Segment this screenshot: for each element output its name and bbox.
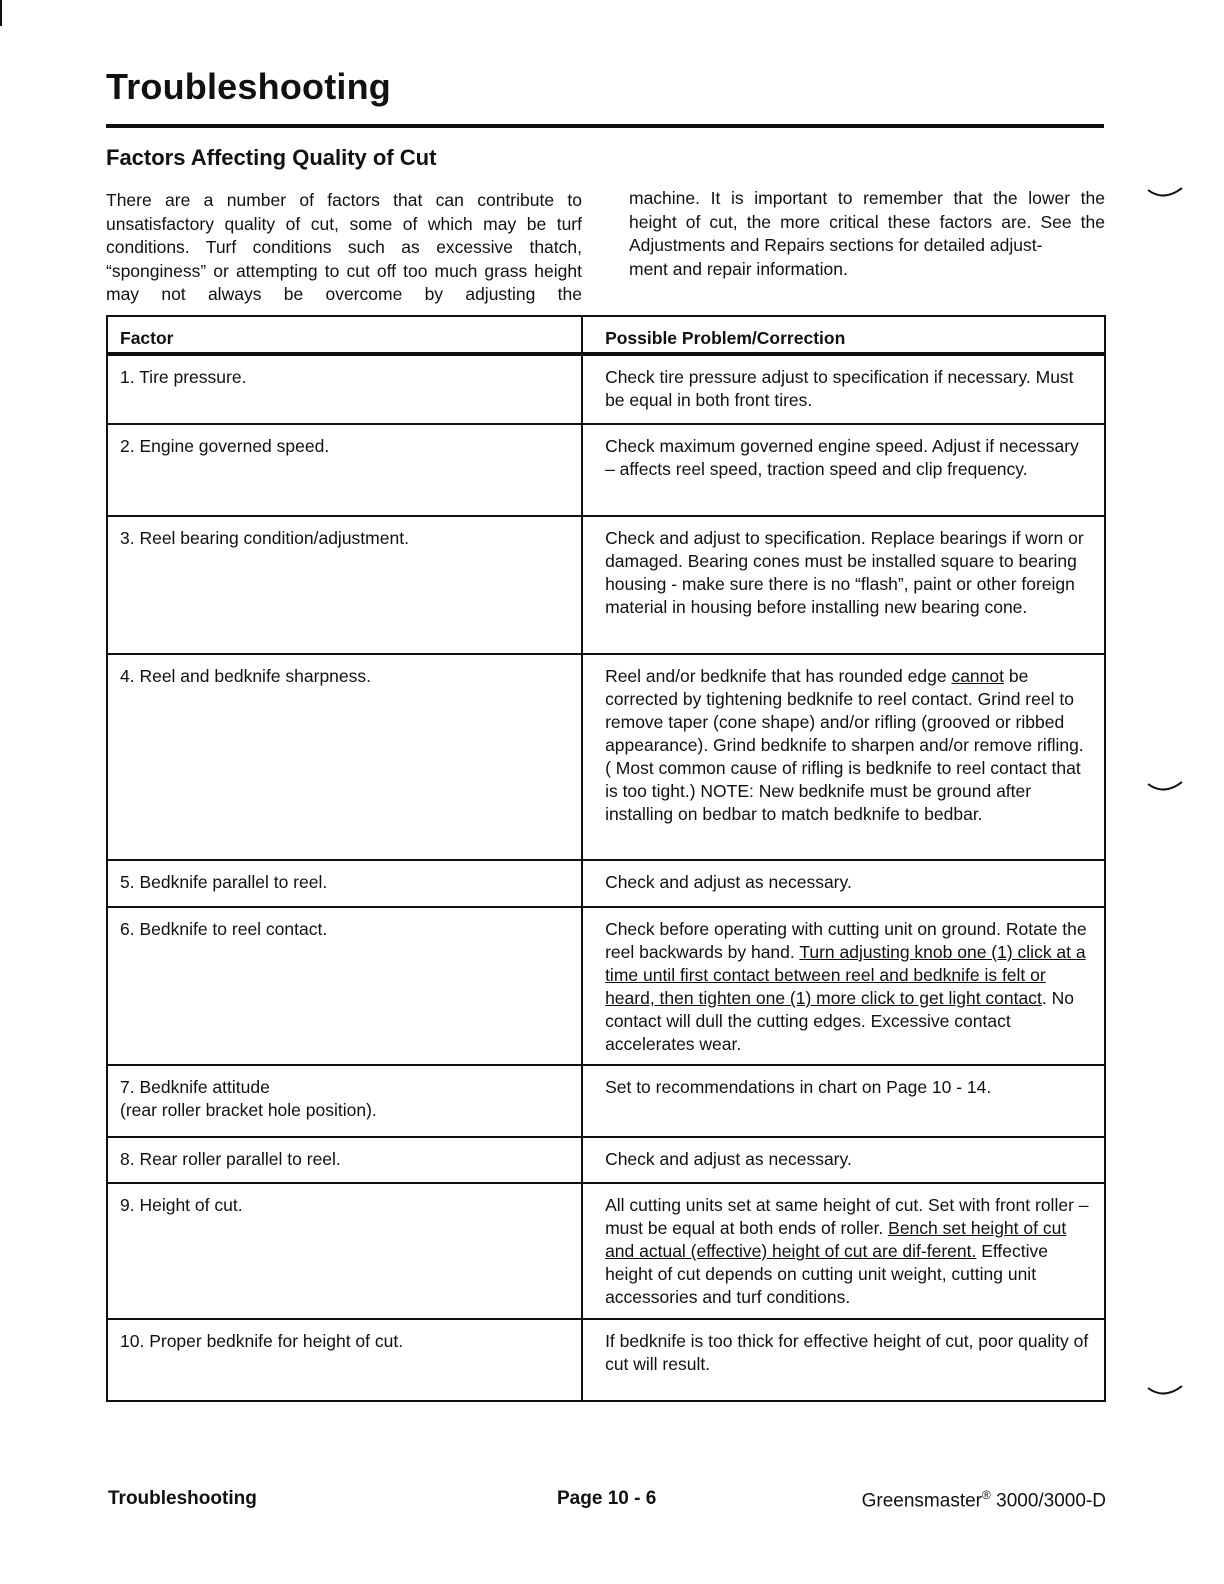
correction-cell <box>582 424 1105 516</box>
correction-text: Check and adjust as necessary. <box>605 1149 852 1169</box>
correction-cell <box>582 354 1105 424</box>
binding-mark-icon <box>1146 186 1186 206</box>
correction-text: Reel and/or bedknife that has rounded edge <box>605 666 952 686</box>
correction-cell <box>582 654 1105 860</box>
section-title: Factors Affecting Quality of Cut <box>106 145 437 170</box>
correction-text: Check before operating with cutting unit on ground. Rotate the reel backwards by hand. <box>605 919 1087 962</box>
correction-cell <box>582 1319 1105 1401</box>
factor-cell: 1. Tire pressure. <box>107 354 582 424</box>
table-row <box>107 424 1105 516</box>
correction-cell <box>582 1183 1105 1319</box>
left-margin-line <box>0 0 2 26</box>
underlined-text: Bench set height of cut and actual (effective) height of cut are dif-ferent. <box>605 1218 1067 1261</box>
correction-cell <box>582 1137 1105 1183</box>
factor-cell: 2. Engine governed speed. <box>107 424 582 516</box>
factor-cell: 9. Height of cut. <box>107 1183 582 1319</box>
correction-text: If bedknife is too thick for effective height of cut, poor quality of cut will result. <box>605 1331 1089 1374</box>
correction-cell <box>582 516 1105 654</box>
factor-cell: 10. Proper bedknife for height of cut. <box>107 1319 582 1401</box>
factor-cell: 6. Bedknife to reel contact. <box>107 907 582 1065</box>
factor-cell: 3. Reel bearing condition/adjustment. <box>107 516 582 654</box>
correction-text: . No contact will dull the cutting edges. Excessive contact accelerates wear. <box>605 988 1074 1054</box>
table-row <box>107 1065 1105 1137</box>
table-row <box>107 860 1105 907</box>
intro-paragraph-right <box>629 187 1105 281</box>
intro-right-text: machine. It is important to remember that the lower the height of cut, the more critical these factors are. See the Adjustments and Repairs sections for detailed adjust- <box>629 188 1105 255</box>
table-body <box>107 354 1105 1401</box>
underlined-text: Turn adjusting knob one (1) click at a time until first contact between reel and bedknife is felt or heard, then tighten one (1) more click to get light contact <box>605 942 1086 1008</box>
correction-cell <box>582 907 1105 1065</box>
header-factor: Factor <box>107 316 582 354</box>
binding-mark-icon <box>1146 1384 1186 1404</box>
correction-text: Check and adjust as necessary. <box>605 872 852 892</box>
correction-text: Check maximum governed engine speed. Adjust if necessary – affects reel speed, traction speed and clip frequency. <box>605 436 1079 479</box>
binding-mark-icon <box>1146 780 1186 800</box>
table-row <box>107 907 1105 1065</box>
table-header-row <box>107 316 1105 354</box>
correction-text: Set to recommendations in chart on Page 10 - 14. <box>605 1077 992 1097</box>
correction-text: Check and adjust to specification. Replace bearings if worn or damaged. Bearing cones must be installed square to bearing housing - make sure there is no “flash”, paint or other foreign material in housing before installing new bearing cone. <box>605 528 1084 617</box>
correction-text: be corrected by tightening bedknife to reel contact. Grind reel to remove taper (cone shape) and/or rifling (grooved or ribbed appearance). Grind bedknife to sharpen and/or remove rifling. ( Most common cause of rifling is bedknife to reel contact that is too tight.) NOTE: New bedknife must be ground after installing on bedbar to match bedknife to bedbar. <box>605 666 1084 824</box>
title-rule <box>106 124 1104 128</box>
correction-cell <box>582 1065 1105 1137</box>
intro-right-end: ment and repair information. <box>629 258 848 279</box>
correction-text: Effective height of cut depends on cutting unit weight, cutting unit accessories and turf conditions. <box>605 1241 1049 1307</box>
footer-model: 3000/3000-D <box>996 1490 1106 1512</box>
footer-product <box>862 1488 1106 1512</box>
table-row <box>107 1137 1105 1183</box>
table-row <box>107 516 1105 654</box>
table-row <box>107 654 1105 860</box>
page-title: Troubleshooting <box>106 66 391 107</box>
factor-cell: 4. Reel and bedknife sharpness. <box>107 654 582 860</box>
factor-cell: 7. Bedknife attitude (rear roller bracket hole position). <box>107 1065 582 1137</box>
factor-cell: 5. Bedknife parallel to reel. <box>107 860 582 907</box>
footer-product-name: Greensmaster <box>861 1490 982 1512</box>
registered-mark: ® <box>982 1488 991 1502</box>
table-row <box>107 1183 1105 1319</box>
underlined-text: cannot <box>951 666 1004 686</box>
footer-page-number: Page 10 - 6 <box>557 1488 657 1509</box>
table-row <box>107 1319 1105 1401</box>
factor-cell: 8. Rear roller parallel to reel. <box>107 1137 582 1183</box>
intro-paragraph-left: There are a number of factors that can contribute to unsatisfactory quality of cut, some of which may be turf conditions. Turf conditions such as excessive thatch, “sponginess” or attempting to cut off too much grass height may not always be overcome by adjusting the <box>106 190 582 304</box>
header-correction: Possible Problem/Correction <box>582 316 1105 354</box>
footer-section: Troubleshooting <box>108 1488 257 1509</box>
correction-text: All cutting units set at same height of cut. Set with front roller – must be equal at both ends of roller. <box>605 1195 1089 1238</box>
factors-table <box>106 315 1106 1402</box>
correction-text: Check tire pressure adjust to specification if necessary. Must be equal in both front tires. <box>605 367 1074 410</box>
correction-cell <box>582 860 1105 907</box>
table-row <box>107 354 1105 424</box>
